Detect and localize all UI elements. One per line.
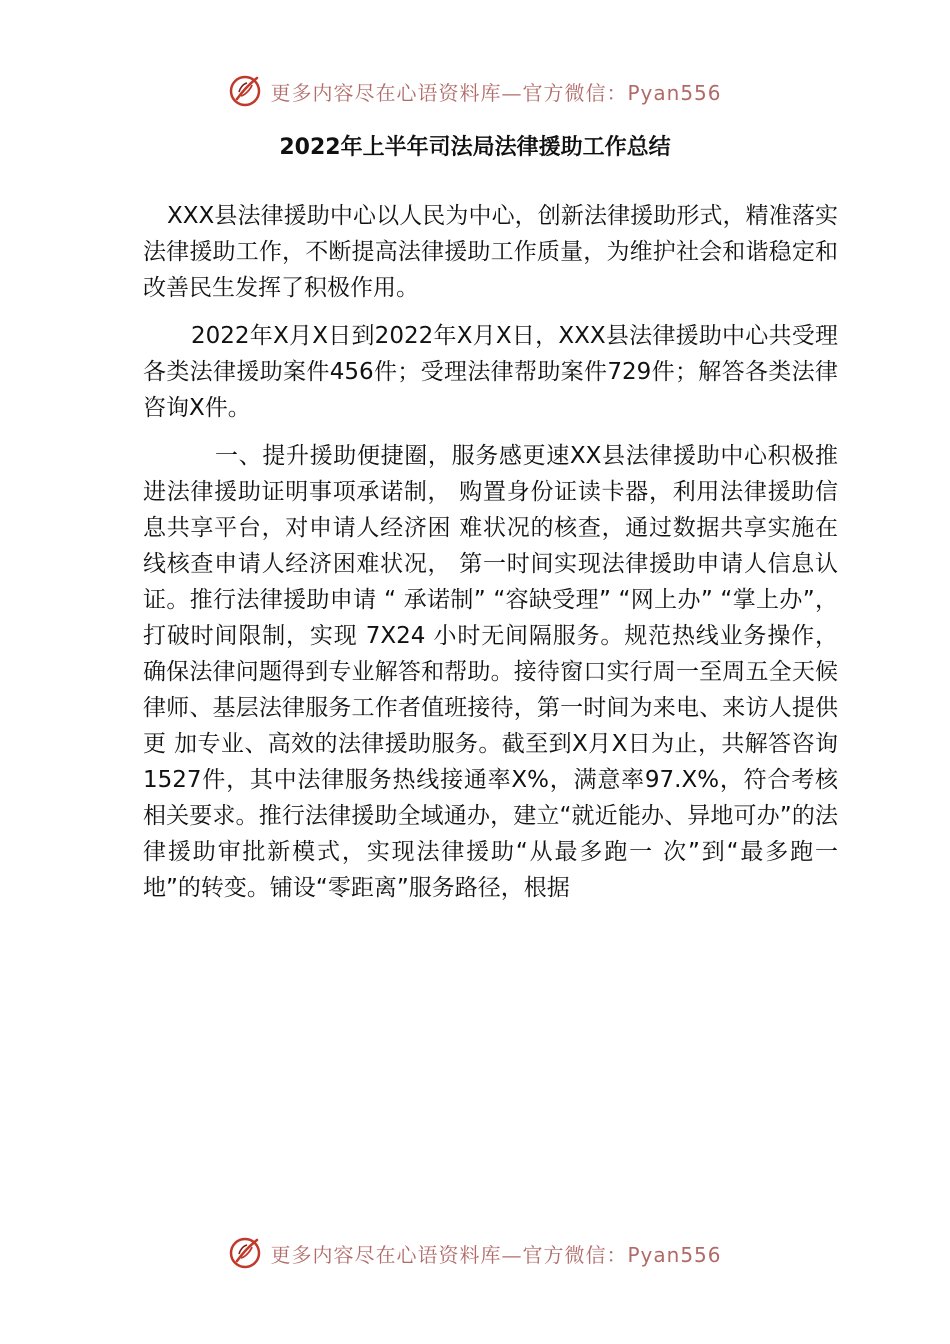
document-body bbox=[143, 198, 838, 918]
header-wechat-id: Pyan556 bbox=[627, 80, 722, 105]
footer-wechat-id: Pyan556 bbox=[627, 1242, 722, 1267]
footer-banner-text bbox=[270, 1239, 721, 1268]
paragraph-section-one: 一、提升援助便捷圈，服务感更速XX县法律援助中心积极推进法律援助证明事项承诺制， 购置身份证读卡器，利用法律援助信息共享平台，对申请人经济困 难状况的核查，通过数据共享实施在线核查申请人经济困难状况， 第一时间实现法律援助申请人信息认证。推行法律援助申请 “ 承诺制” “容缺受理” “网上办” “掌上办”，打破时间限制，实现 7X24 小时无间隔服务。规范热线业务操作，确保法律问题得到专业解答和帮助。接待窗口实行周一至周五全天候律师、基层法律服务工作者值班接待，第一时间为来电、来访人提供更 加专业、高效的法律援助服务。截至到X月X日为止，共解答咨询1527件，其中法律服务热线接通率X%，满意率97.X%，符合考核相关要求。推行法律援助全域通办，建立“就近能办、异地可办”的法律援助审批新模式，实现法律援助“从最多跑一 次”到“最多跑一地”的转变。铺设“零距离”服务路径，根据 bbox=[143, 443, 838, 901]
quill-pen-logo-icon bbox=[228, 1236, 262, 1270]
footer-banner-label: 更多内容尽在心语资料库—官方微信： bbox=[270, 1242, 628, 1267]
header-banner-label: 更多内容尽在心语资料库—官方微信： bbox=[270, 80, 628, 105]
header-banner-text bbox=[270, 77, 721, 106]
header-banner bbox=[0, 74, 950, 108]
quill-pen-logo-icon bbox=[228, 74, 262, 108]
paragraph-statistics: 2022年X月X日到2022年X月X日，XXX县法律援助中心共受理各类法律援助案件456件；受理法律帮助案件729件；解答各类法律咨询X件。 bbox=[143, 323, 838, 421]
document-title: 2022年上半年司法局法律援助工作总结 bbox=[279, 135, 671, 160]
footer-banner bbox=[0, 1236, 950, 1270]
paragraph-intro: XXX县法律援助中心以人民为中心，创新法律援助形式，精准落实法律援助工作，不断提高法律援助工作质量，为维护社会和谐稳定和改善民生发挥了积极作用。 bbox=[143, 203, 838, 301]
